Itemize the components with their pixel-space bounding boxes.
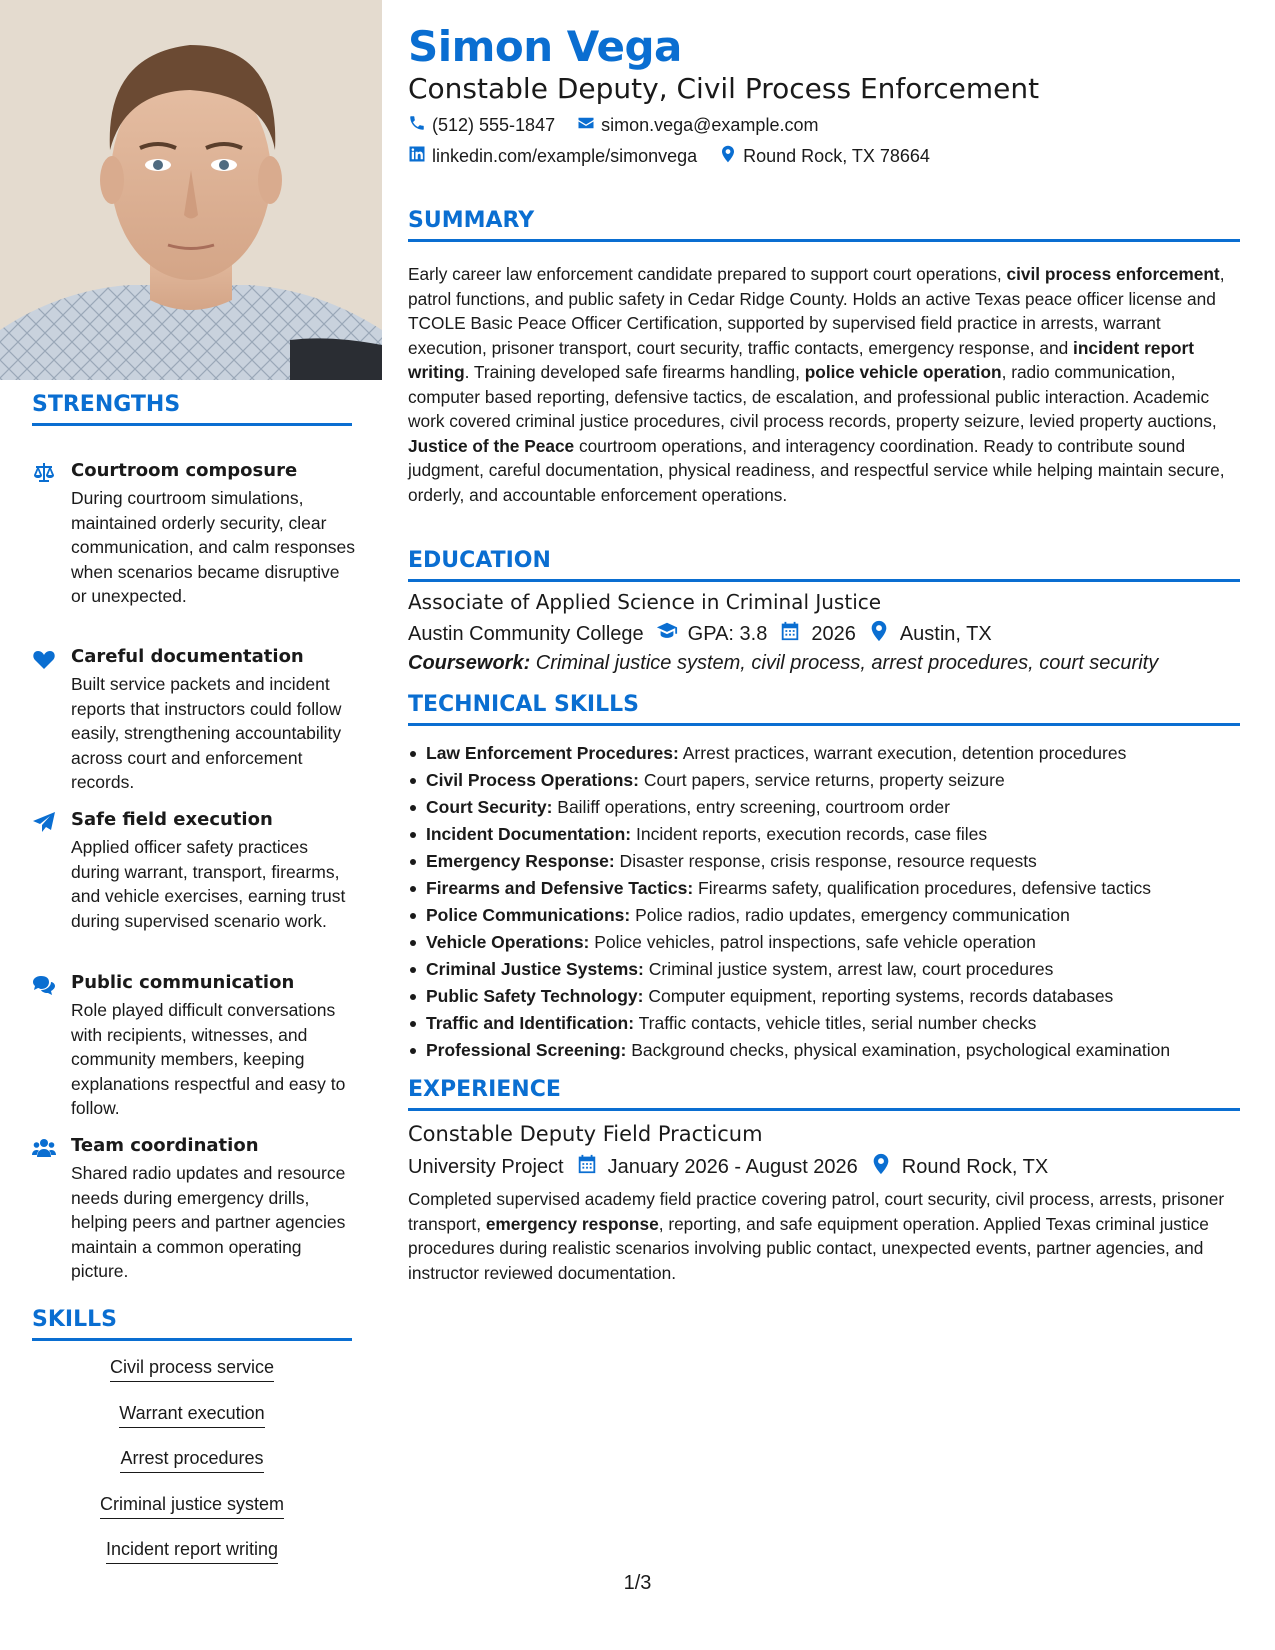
location — [719, 145, 930, 168]
heart-icon — [32, 648, 56, 670]
skill-label: Incident Documentation: — [426, 824, 632, 844]
skill-text: Firearms safety, qualification procedures, defensive tactics — [693, 878, 1151, 898]
skill-tag — [32, 1357, 352, 1382]
calendar-icon — [779, 620, 801, 648]
phone-text: (512) 555-1847 — [432, 115, 556, 135]
experience-details — [408, 1153, 1048, 1181]
education-heading-text: EDUCATION — [408, 548, 551, 573]
experience-description — [408, 1187, 1240, 1285]
strength-title: Safe field execution — [71, 809, 273, 830]
skill-tag-label: Civil process service — [110, 1357, 274, 1382]
map-marker-icon — [719, 145, 737, 168]
summary-bold: civil process enforcement — [1006, 264, 1220, 284]
skill-text: Background checks, physical examination, psychological examination — [626, 1040, 1171, 1060]
summary-rule — [408, 239, 1240, 242]
skill-text: Bailiff operations, entry screening, courtroom order — [552, 797, 950, 817]
email-link[interactable]: simon.vega@example.com — [601, 115, 819, 135]
summary-heading — [408, 208, 1240, 233]
school-name: Austin Community College — [408, 622, 644, 645]
strength-description: Shared radio updates and resource needs during emergency drills, helping peers and partner agencies maintain a common operating picture. — [71, 1163, 346, 1281]
skill-tag — [32, 1403, 352, 1428]
list-item — [408, 740, 1240, 767]
technical-skills-heading-text: TECHNICAL SKILLS — [408, 692, 639, 717]
strength-title: Courtroom composure — [71, 460, 298, 481]
strengths-heading-text: STRENGTHS — [32, 392, 181, 417]
sidebar — [0, 0, 382, 1650]
contact-row-1 — [408, 114, 818, 137]
skill-label: Police Communications: — [426, 905, 631, 925]
list-item — [408, 956, 1240, 983]
list-item — [408, 821, 1240, 848]
skill-text: Police radios, radio updates, emergency communication — [630, 905, 1070, 925]
strength-title: Public communication — [71, 972, 295, 993]
coursework-text: Criminal justice system, civil process, arrest procedures, court security — [530, 652, 1159, 674]
skill-tag-label: Incident report writing — [106, 1539, 278, 1564]
skill-text: Incident reports, execution records, case files — [631, 824, 988, 844]
skill-label: Criminal Justice Systems: — [426, 959, 644, 979]
skill-text: Arrest practices, warrant execution, detention procedures — [678, 743, 1127, 763]
skill-text: Criminal justice system, arrest law, court procedures — [643, 959, 1054, 979]
phone-icon — [408, 114, 426, 137]
skill-label: Traffic and Identification: — [426, 1013, 635, 1033]
experience-title: Constable Deputy Field Practicum — [408, 1122, 763, 1146]
summary-part: Early career law enforcement candidate prepared to support court operations, — [408, 264, 1007, 284]
skill-tag-label: Arrest procedures — [120, 1448, 263, 1473]
skill-tag — [32, 1494, 352, 1519]
skill-label: Professional Screening: — [426, 1040, 627, 1060]
experience-desc-part: , reporting, and safe equipment operation. Applied Texas criminal justice procedures during realistic scenarios involving public contact, unexpected events, partner agencies, and instructor reviewed documentation. — [408, 1213, 1209, 1283]
list-item — [408, 902, 1240, 929]
summary-bold: incident report writing — [408, 337, 1194, 382]
skill-text: Court papers, service returns, property seizure — [639, 770, 1005, 790]
users-icon — [32, 1137, 56, 1159]
coursework — [408, 652, 1158, 675]
strength-description: Built service packets and incident reports that instructors could follow easily, strengthening accountability across court and enforcement records. — [71, 674, 342, 792]
list-item — [408, 767, 1240, 794]
summary-bold: police vehicle operation — [804, 362, 1002, 382]
linkedin-link[interactable]: linkedin.com/example/simonvega — [432, 146, 698, 166]
list-item — [408, 848, 1240, 875]
skill-text: Computer equipment, reporting systems, records databases — [643, 986, 1114, 1006]
experience-desc-bold: emergency response — [485, 1213, 659, 1234]
technical-skills-list — [408, 740, 1240, 1064]
map-marker-icon — [870, 1153, 892, 1181]
skill-text: Traffic contacts, vehicle titles, serial number checks — [634, 1013, 1037, 1033]
paper-plane-icon — [32, 811, 56, 833]
location-text: Round Rock, TX 78664 — [743, 146, 930, 166]
strength-description: During courtroom simulations, maintained orderly security, clear communication, and calm responses when scenarios became disruptive or unexpected. — [71, 488, 356, 606]
strengths-rule — [32, 423, 352, 426]
list-item — [408, 1037, 1240, 1064]
experience-org: University Project — [408, 1155, 564, 1178]
list-item — [408, 875, 1240, 902]
experience-rule — [408, 1108, 1240, 1111]
experience-desc-part: Completed supervised academy field practice covering patrol, court security, civil process, arrests, prisoner transport, — [408, 1189, 1225, 1234]
skill-tag-label: Warrant execution — [119, 1403, 264, 1428]
calendar-icon — [576, 1153, 598, 1181]
skill-label: Emergency Response: — [426, 851, 615, 871]
phone — [408, 114, 555, 137]
skill-label: Vehicle Operations: — [426, 932, 590, 952]
summary-part: courtroom operations, and interagency coordination. Ready to contribute sound judgment, careful documentation, physical readiness, and respectful service while helping maintain secure, orderly, and accountable enforcement operations. — [408, 435, 1225, 505]
scale-icon — [32, 462, 56, 484]
skill-tag — [32, 1448, 352, 1473]
technical-skills-heading — [408, 692, 1240, 717]
summary-bold: Justice of the Peace — [408, 435, 575, 456]
skill-label: Law Enforcement Procedures: — [426, 743, 679, 763]
school-location — [868, 620, 992, 648]
education-heading — [408, 548, 1240, 573]
comments-icon — [32, 974, 56, 996]
contact-row-2 — [408, 145, 930, 168]
experience-heading-text: EXPERIENCE — [408, 1077, 561, 1102]
strength-title: Team coordination — [71, 1135, 259, 1156]
education-details — [408, 620, 992, 648]
skills-heading — [32, 1307, 352, 1332]
linkedin-icon — [408, 145, 426, 168]
summary-part: , patrol functions, and public safety in Cedar Ridge County. Holds an active Texas peace officer license and TCOLE Basic Peace Officer Certification, supported by supervised field practice in arrests, warrant execution, prisoner transport, court security, traffic contacts, emergency response, and — [408, 264, 1225, 358]
year-text: 2026 — [811, 622, 856, 645]
list-item — [408, 1010, 1240, 1037]
skill-label: Court Security: — [426, 797, 553, 817]
strength-description: Role played difficult conversations with recipients, witnesses, and community members, keeping explanations respectful and easy to follow. — [71, 1000, 346, 1118]
strength-description: Applied officer safety practices during warrant, transport, firearms, and vehicle exercises, earning trust during supervised scenario work. — [71, 837, 346, 931]
skill-label: Civil Process Operations: — [426, 770, 639, 790]
education-rule — [408, 579, 1240, 582]
summary-part: , radio communication, computer based reporting, defensive tactics, de escalation, and professional public interaction. Academic work covered criminal justice procedures, civil process records, property seizure, levied property auctions, — [408, 362, 1217, 431]
linkedin[interactable] — [408, 145, 697, 168]
list-item — [408, 929, 1240, 956]
summary-text — [408, 262, 1240, 507]
graduation-cap-icon — [656, 620, 678, 648]
skill-label: Public Safety Technology: — [426, 986, 644, 1006]
list-item — [408, 794, 1240, 821]
job-title: Constable Deputy, Civil Process Enforcement — [408, 72, 1040, 105]
map-marker-icon — [868, 620, 890, 648]
degree-title: Associate of Applied Science in Criminal Justice — [408, 590, 882, 614]
gpa — [656, 620, 768, 648]
skills-rule — [32, 1338, 352, 1341]
skill-label: Firearms and Defensive Tactics: — [426, 878, 694, 898]
experience-dates-text: January 2026 - August 2026 — [607, 1155, 858, 1178]
experience-dates — [576, 1153, 858, 1181]
email[interactable] — [577, 114, 818, 137]
skill-text: Disaster response, crisis response, resource requests — [614, 851, 1037, 871]
list-item — [408, 983, 1240, 1010]
experience-heading — [408, 1077, 1240, 1102]
gpa-text: GPA: 3.8 — [687, 622, 768, 645]
skill-tag-label: Criminal justice system — [100, 1494, 284, 1519]
school-location-text: Austin, TX — [899, 622, 992, 645]
experience-location-text: Round Rock, TX — [901, 1155, 1049, 1178]
page-number: 1/3 — [623, 1572, 652, 1594]
coursework-label: Coursework: — [408, 652, 531, 674]
summary-part: . Training developed safe firearms handling, — [464, 362, 805, 382]
candidate-name: Simon Vega — [408, 22, 682, 71]
profile-photo — [0, 0, 382, 380]
skill-tag — [32, 1539, 352, 1564]
strengths-heading — [32, 392, 352, 417]
skill-text: Police vehicles, patrol inspections, safe vehicle operation — [589, 932, 1036, 952]
summary-heading-text: SUMMARY — [408, 208, 535, 233]
envelope-icon — [577, 114, 595, 137]
skills-heading-text: SKILLS — [32, 1307, 117, 1332]
strength-title: Careful documentation — [71, 646, 304, 667]
experience-location — [870, 1153, 1048, 1181]
graduation-year — [779, 620, 856, 648]
technical-skills-rule — [408, 723, 1240, 726]
